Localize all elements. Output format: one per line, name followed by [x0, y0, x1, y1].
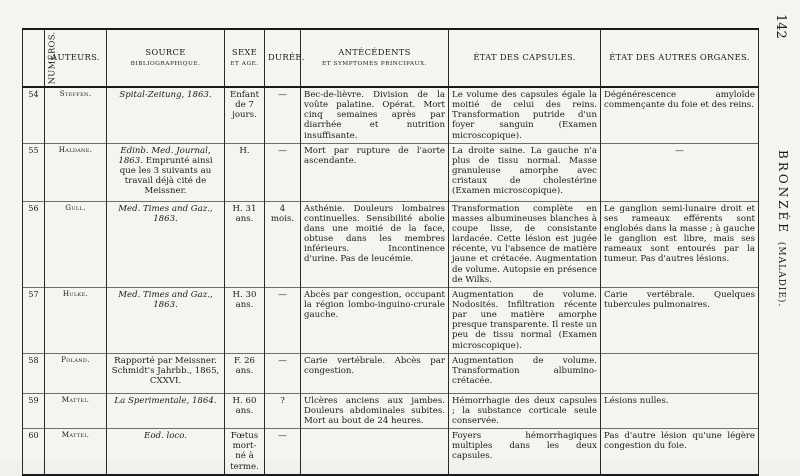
- cell-antecedents: [301, 429, 449, 475]
- cell-capsules: Hémorrhagie des deux capsules ; la substance corticale seule conservée.: [449, 393, 601, 428]
- cell-sexe: H. 31 ans.: [225, 201, 265, 287]
- cell-auteur: Steffen.: [45, 87, 107, 143]
- cell-source: La Sperimentale, 1864.: [107, 393, 225, 428]
- cell-num: 60: [23, 429, 45, 475]
- running-head-subtitle: (MALADIE).: [776, 241, 786, 308]
- running-head: [764, 150, 794, 320]
- cell-capsules: La droite saine. La gauche n'a plus de tissu normal. Masse granuleuse amorphe avec cristaux de cholestérine (Examen microscopique).: [449, 143, 601, 201]
- cell-organes: Lésions nulles.: [601, 393, 759, 428]
- cell-organes: Dégénérescence amyloïde commençante du foie et des reins.: [601, 87, 759, 143]
- running-head-title: BRONZÉE: [776, 150, 790, 236]
- cell-capsules: Augmentation de volume. Nodosités. Infiltration récente par une matière amorphe presque transparente. Il reste un peu de tissu normal (Examen microscopique).: [449, 287, 601, 353]
- page-number-text: 142: [773, 14, 788, 39]
- cell-auteur: Haldane.: [45, 143, 107, 201]
- table-row: [23, 143, 759, 201]
- cell-duree: —: [265, 87, 301, 143]
- table-row: [23, 201, 759, 287]
- cell-auteur: Hulke.: [45, 287, 107, 353]
- cell-num: 56: [23, 201, 45, 287]
- cell-antecedents: Carie vertébrale. Abcès par congestion.: [301, 353, 449, 393]
- cell-auteur: Gull.: [45, 201, 107, 287]
- cell-num: 55: [23, 143, 45, 201]
- cell-organes: Pas d'autre lésion qu'une légère congestion du foie.: [601, 429, 759, 475]
- header-auteurs: AUTEURS.: [45, 29, 107, 87]
- table-row: [23, 87, 759, 143]
- cell-duree: —: [265, 143, 301, 201]
- cell-antecedents: Asthénie. Douleurs lombaires continuelles. Sensibilité abolie dans une moitié de la face, obtuse dans les membres inférieurs. Incontinence d'urine. Pas de leucémie.: [301, 201, 449, 287]
- cell-duree: —: [265, 287, 301, 353]
- cell-antecedents: Bec-de-lièvre. Division de la voûte palatine. Opérat. Mort cinq semaines après par diarrhée et nutrition insuffisante.: [301, 87, 449, 143]
- cell-organes: —: [601, 143, 759, 201]
- header-sexe: SEXE ET AGE.: [225, 29, 265, 87]
- cell-capsules: Foyers hémorrhagiques multiples dans les deux capsules.: [449, 429, 601, 475]
- cell-num: 59: [23, 393, 45, 428]
- cell-antecedents: Abcès par congestion, occupant la région lombo-inguino-crurale gauche.: [301, 287, 449, 353]
- cell-capsules: Le volume des capsules égale la moitié de celui des reins. Transformation putride d'un foyer sanguin (Examen microscopique).: [449, 87, 601, 143]
- cell-duree: 4 mois.: [265, 201, 301, 287]
- cell-antecedents: Mort par rupture de l'aorte ascendante.: [301, 143, 449, 201]
- cell-auteur: Poland.: [45, 353, 107, 393]
- cell-antecedents: Ulcères anciens aux jambes. Douleurs abdominales subites. Mort au bout de 24 heures.: [301, 393, 449, 428]
- cell-auteur: Mattei.: [45, 393, 107, 428]
- cell-source: Eod. loco.: [107, 429, 225, 475]
- header-numeros: NUMÉROS.: [23, 29, 45, 87]
- cell-organes: [601, 353, 759, 393]
- cell-source: Med. Times and Gaz., 1863.: [107, 287, 225, 353]
- header-antecedents: ANTÉCÉDENTS ET SYMPTOMES PRINCIPAUX.: [301, 29, 449, 87]
- cell-capsules: Augmentation de volume. Transformation albumino-crétacée.: [449, 353, 601, 393]
- cell-duree: ?: [265, 393, 301, 428]
- cell-sexe: H. 30 ans.: [225, 287, 265, 353]
- running-head-text: [776, 150, 790, 307]
- header-source: SOURCE BIBLIOGRAPHIQUE.: [107, 29, 225, 87]
- cell-duree: —: [265, 353, 301, 393]
- case-table: [22, 28, 759, 476]
- cell-sexe: H.: [225, 143, 265, 201]
- cell-auteur: Mattei.: [45, 429, 107, 475]
- cell-duree: —: [265, 429, 301, 475]
- cell-sexe: Fœtus mort-né à terme.: [225, 429, 265, 475]
- cell-source: Spital-Zeitung, 1863.: [107, 87, 225, 143]
- cell-sexe: H. 60 ans.: [225, 393, 265, 428]
- table-row: [23, 429, 759, 475]
- cell-source: Med. Times and Gaz., 1863.: [107, 201, 225, 287]
- table-row: [23, 393, 759, 428]
- table-row: [23, 287, 759, 353]
- cell-organes: Carie vertébrale. Quelques tubercules pulmonaires.: [601, 287, 759, 353]
- cell-capsules: Transformation complète en masses albumineuses blanches à coupe lisse, de consistante lardacée. Cette lésion est jugée récente, vu l'absence de matière jaune et crétacée. Augmentation de volume. Autopsie en présence de Wilks.: [449, 201, 601, 287]
- table-header-row: [23, 29, 759, 87]
- cell-source: Rapporté par Meissner. Schmidt's Jahrbb., 1865, CXXVI.: [107, 353, 225, 393]
- cell-organes: Le ganglion semi-lunaire droit et ses rameaux efférents sont englobés dans la masse ; à gauche le ganglion est libre, mais ses rameaux sont entourés par la tumeur. Pas d'autres lésions.: [601, 201, 759, 287]
- cell-source: Edinb. Med. Journal, 1863. Emprunté ainsi que les 3 suivants au travail déjà cité de Meissner.: [107, 143, 225, 201]
- header-capsules: ÉTAT DES CAPSULES.: [449, 29, 601, 87]
- page-number: [768, 10, 792, 50]
- header-duree: DURÉE.: [265, 29, 301, 87]
- header-organes: ÉTAT DES AUTRES ORGANES.: [601, 29, 759, 87]
- cell-sexe: Enfant de 7 jours.: [225, 87, 265, 143]
- cell-sexe: F. 26 ans.: [225, 353, 265, 393]
- table-row: [23, 353, 759, 393]
- cell-num: 54: [23, 87, 45, 143]
- cell-num: 57: [23, 287, 45, 353]
- cell-num: 58: [23, 353, 45, 393]
